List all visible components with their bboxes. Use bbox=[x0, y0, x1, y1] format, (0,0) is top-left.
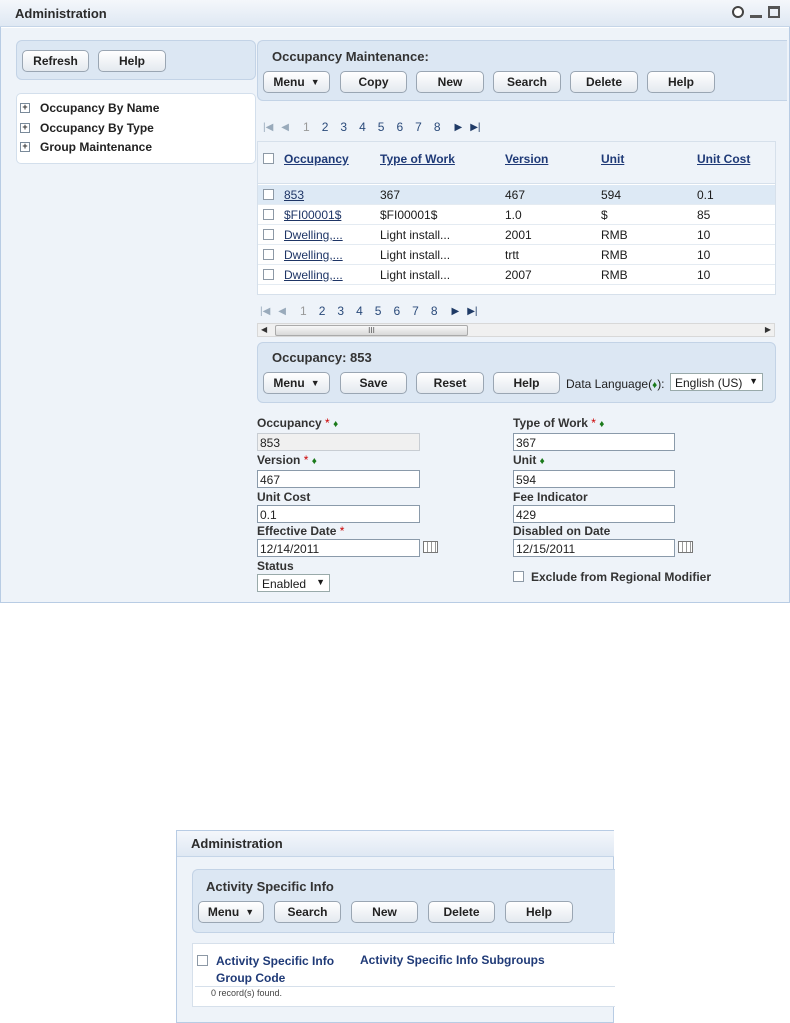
page-link[interactable]: 2 bbox=[318, 304, 326, 318]
tree-item-group-maintenance[interactable] bbox=[20, 140, 152, 154]
column-occupancy[interactable]: Occupancy bbox=[284, 152, 349, 166]
row-checkbox[interactable] bbox=[263, 229, 274, 240]
required-icon: * bbox=[591, 416, 596, 430]
unit-cost-cell: 10 bbox=[697, 248, 711, 262]
language-diamond-icon: ♦ bbox=[599, 419, 605, 430]
version-cell: 2001 bbox=[505, 228, 532, 242]
last-page-icon[interactable]: ▶| bbox=[470, 121, 481, 133]
expand-icon[interactable]: + bbox=[20, 123, 30, 133]
menu-dropdown-icon: ▼ bbox=[310, 76, 320, 87]
pager-bottom bbox=[260, 304, 486, 318]
status-label: Status bbox=[257, 559, 294, 573]
page-link[interactable]: 2 bbox=[321, 120, 329, 134]
effective-date-field[interactable]: 12/14/2011 bbox=[257, 539, 420, 557]
occupancy-link[interactable]: Dwelling,... bbox=[284, 228, 343, 242]
menu-label: Menu bbox=[207, 905, 240, 919]
prev-page-icon[interactable]: ◀ bbox=[278, 305, 286, 317]
version-cell: 1.0 bbox=[505, 208, 522, 222]
data-language-text: Data Language( bbox=[566, 377, 653, 391]
occupancy-link[interactable]: Dwelling,... bbox=[284, 248, 343, 262]
calendar-icon[interactable] bbox=[678, 541, 693, 553]
left-help-button[interactable]: Help bbox=[98, 50, 166, 72]
prev-page-icon[interactable]: ◀ bbox=[281, 121, 289, 133]
activity-titlebar bbox=[177, 831, 614, 857]
occupancy-field[interactable]: 853 bbox=[257, 433, 420, 451]
disabled-on-date-field[interactable]: 12/15/2011 bbox=[513, 539, 675, 557]
table-row[interactable] bbox=[258, 185, 775, 205]
occupancy-link[interactable]: Dwelling,... bbox=[284, 268, 343, 282]
column-group-code[interactable] bbox=[216, 953, 334, 987]
row-checkbox[interactable] bbox=[263, 249, 274, 260]
data-language-label bbox=[566, 377, 665, 391]
table-row[interactable] bbox=[258, 205, 775, 225]
last-page-icon[interactable]: ▶| bbox=[467, 305, 478, 317]
table-header bbox=[258, 142, 775, 184]
next-page-icon[interactable]: ▶ bbox=[451, 305, 460, 317]
page-link[interactable]: 4 bbox=[359, 120, 366, 134]
refresh-button[interactable]: Refresh bbox=[22, 50, 89, 72]
maintenance-title: Occupancy Maintenance: bbox=[272, 49, 429, 64]
calendar-icon[interactable] bbox=[423, 541, 438, 553]
page-link[interactable]: 6 bbox=[393, 304, 401, 318]
type-of-work-label: Type of Work * ♦ bbox=[513, 416, 605, 430]
column-unit[interactable]: Unit bbox=[601, 152, 625, 166]
required-icon: * bbox=[339, 524, 345, 538]
unit-cost-cell: 85 bbox=[697, 208, 711, 222]
unit-cost-cell: 10 bbox=[697, 268, 711, 282]
page-link[interactable]: 1 bbox=[300, 304, 307, 318]
unit-cost-cell: 10 bbox=[697, 228, 711, 242]
version-cell: trtt bbox=[505, 248, 519, 262]
fee-indicator-field[interactable]: 429 bbox=[513, 505, 675, 523]
page-link[interactable]: 8 bbox=[433, 120, 441, 134]
admin-titlebar bbox=[0, 0, 790, 27]
status-select[interactable] bbox=[257, 574, 330, 592]
menu-button[interactable] bbox=[263, 71, 330, 93]
activity-new-button[interactable]: New bbox=[351, 901, 418, 923]
language-diamond-icon: ♦ bbox=[333, 419, 339, 430]
new-button[interactable]: New bbox=[416, 71, 484, 93]
reset-button[interactable]: Reset bbox=[416, 372, 484, 394]
detail-menu-button[interactable] bbox=[263, 372, 330, 394]
table-row[interactable] bbox=[258, 265, 775, 285]
version-cell: 467 bbox=[505, 188, 526, 202]
status-value: Enabled bbox=[262, 577, 307, 591]
unit-label: Unit ♦ bbox=[513, 453, 545, 467]
window-title: Administration bbox=[15, 6, 107, 21]
required-icon: * bbox=[325, 416, 330, 430]
type-of-work-cell: $FI00001$ bbox=[380, 208, 438, 222]
language-diamond-icon: ♦ bbox=[652, 380, 658, 391]
search-button[interactable]: Search bbox=[493, 71, 561, 93]
chevron-down-icon: ▼ bbox=[316, 577, 325, 587]
data-language-value: English (US) bbox=[675, 376, 743, 390]
unit-cost-field[interactable]: 0.1 bbox=[257, 505, 420, 523]
page-link[interactable]: 5 bbox=[377, 120, 385, 134]
activity-window-title: Administration bbox=[191, 836, 283, 851]
tree-item-occupancy-by-type[interactable] bbox=[20, 121, 154, 135]
page-link[interactable]: 3 bbox=[340, 120, 348, 134]
tree-item-occupancy-by-name[interactable] bbox=[20, 101, 159, 115]
next-page-icon[interactable]: ▶ bbox=[454, 121, 463, 133]
activity-select-all-checkbox[interactable] bbox=[197, 955, 208, 966]
tree-label: Group Maintenance bbox=[40, 140, 153, 154]
unit-cell: RMB bbox=[601, 248, 628, 262]
scroll-left-icon[interactable]: ◀ bbox=[261, 325, 268, 334]
expand-icon[interactable]: + bbox=[20, 142, 30, 152]
occupancy-link[interactable]: 853 bbox=[284, 188, 305, 202]
menu-label: Menu bbox=[273, 75, 305, 89]
page-link[interactable]: 8 bbox=[430, 304, 438, 318]
minimize-icon[interactable] bbox=[750, 6, 762, 18]
menu-dropdown-icon: ▼ bbox=[245, 906, 255, 917]
delete-button[interactable]: Delete bbox=[570, 71, 638, 93]
unit-cost-label: Unit Cost bbox=[257, 490, 311, 504]
activity-search-button[interactable]: Search bbox=[274, 901, 341, 923]
activity-panel-title: Activity Specific Info bbox=[206, 879, 334, 894]
page-link[interactable]: 1 bbox=[303, 120, 310, 134]
data-language-select[interactable] bbox=[670, 373, 763, 391]
activity-window bbox=[176, 830, 614, 1023]
language-diamond-icon: ♦ bbox=[539, 456, 545, 467]
page-link[interactable]: 5 bbox=[374, 304, 382, 318]
results-table bbox=[257, 141, 776, 295]
first-page-icon[interactable]: |◀ bbox=[260, 305, 271, 317]
select-all-checkbox[interactable] bbox=[263, 153, 274, 164]
version-cell: 2007 bbox=[505, 268, 532, 282]
occupancy-link[interactable]: $FI00001$ bbox=[284, 208, 342, 222]
menu-label: Menu bbox=[273, 376, 305, 390]
scroll-thumb[interactable]: III bbox=[275, 325, 468, 336]
first-page-icon[interactable]: |◀ bbox=[263, 121, 274, 133]
maximize-icon[interactable] bbox=[768, 6, 780, 18]
type-of-work-cell: Light install... bbox=[380, 248, 451, 262]
unit-cell: RMB bbox=[601, 228, 628, 242]
tree-label: Occupancy By Type bbox=[40, 121, 154, 135]
unit-cell: $ bbox=[601, 208, 608, 222]
type-of-work-field[interactable]: 367 bbox=[513, 433, 675, 451]
chevron-down-icon: ▼ bbox=[749, 376, 758, 386]
fee-indicator-label: Fee Indicator bbox=[513, 490, 588, 504]
column-subgroups[interactable]: Activity Specific Info Subgroups bbox=[360, 953, 545, 967]
version-field[interactable]: 467 bbox=[257, 470, 420, 488]
page-link[interactable]: 7 bbox=[415, 120, 422, 134]
unit-cell: 594 bbox=[601, 188, 622, 202]
activity-help-button[interactable]: Help bbox=[505, 901, 573, 923]
column-group-code-line1: Activity Specific Info bbox=[216, 954, 335, 968]
page-link[interactable]: 7 bbox=[412, 304, 419, 318]
type-of-work-cell: 367 bbox=[380, 188, 401, 202]
column-group-code-line2: Group Code bbox=[216, 971, 286, 985]
column-version[interactable]: Version bbox=[505, 152, 549, 166]
menu-dropdown-icon: ▼ bbox=[310, 377, 320, 388]
table-row[interactable] bbox=[258, 225, 775, 245]
version-label: Version * ♦ bbox=[257, 453, 317, 467]
copy-button[interactable]: Copy bbox=[340, 71, 407, 93]
record-count: 0 record(s) found. bbox=[211, 988, 283, 998]
maintenance-help-button[interactable]: Help bbox=[647, 71, 715, 93]
effective-date-label: Effective Date * bbox=[257, 524, 345, 538]
unit-field[interactable]: 594 bbox=[513, 470, 675, 488]
row-checkbox[interactable] bbox=[263, 189, 274, 200]
exclude-regional-modifier-checkbox[interactable] bbox=[513, 571, 524, 582]
row-checkbox[interactable] bbox=[263, 269, 274, 280]
tree-label: Occupancy By Name bbox=[40, 101, 160, 115]
table-row[interactable] bbox=[258, 245, 775, 265]
pager-top bbox=[263, 120, 489, 134]
exclude-regional-modifier-label: Exclude from Regional Modifier bbox=[531, 570, 712, 584]
language-diamond-icon: ♦ bbox=[311, 456, 317, 467]
scroll-right-icon[interactable]: ▶ bbox=[764, 325, 771, 334]
horizontal-scrollbar[interactable] bbox=[257, 323, 775, 337]
expand-icon[interactable]: + bbox=[20, 103, 30, 113]
unit-cell: RMB bbox=[601, 268, 628, 282]
settings-icon[interactable] bbox=[732, 6, 744, 18]
table-divider bbox=[195, 986, 615, 987]
page-link[interactable]: 4 bbox=[356, 304, 363, 318]
type-of-work-cell: Light install... bbox=[380, 228, 451, 242]
activity-menu-button[interactable] bbox=[198, 901, 264, 923]
detail-help-button[interactable]: Help bbox=[493, 372, 560, 394]
page-link[interactable]: 6 bbox=[396, 120, 404, 134]
column-unit-cost[interactable]: Unit Cost bbox=[697, 152, 751, 166]
data-language-close: ): bbox=[657, 377, 665, 391]
occupancy-label: Occupancy * ♦ bbox=[257, 416, 339, 430]
type-of-work-cell: Light install... bbox=[380, 268, 451, 282]
disabled-on-date-label: Disabled on Date bbox=[513, 524, 611, 538]
row-checkbox[interactable] bbox=[263, 209, 274, 220]
page-link[interactable]: 3 bbox=[337, 304, 345, 318]
detail-title: Occupancy: 853 bbox=[272, 350, 372, 365]
column-type-of-work[interactable]: Type of Work bbox=[380, 152, 455, 166]
activity-delete-button[interactable]: Delete bbox=[428, 901, 495, 923]
save-button[interactable]: Save bbox=[340, 372, 407, 394]
required-icon: * bbox=[303, 453, 309, 467]
unit-cost-cell: 0.1 bbox=[697, 188, 714, 202]
